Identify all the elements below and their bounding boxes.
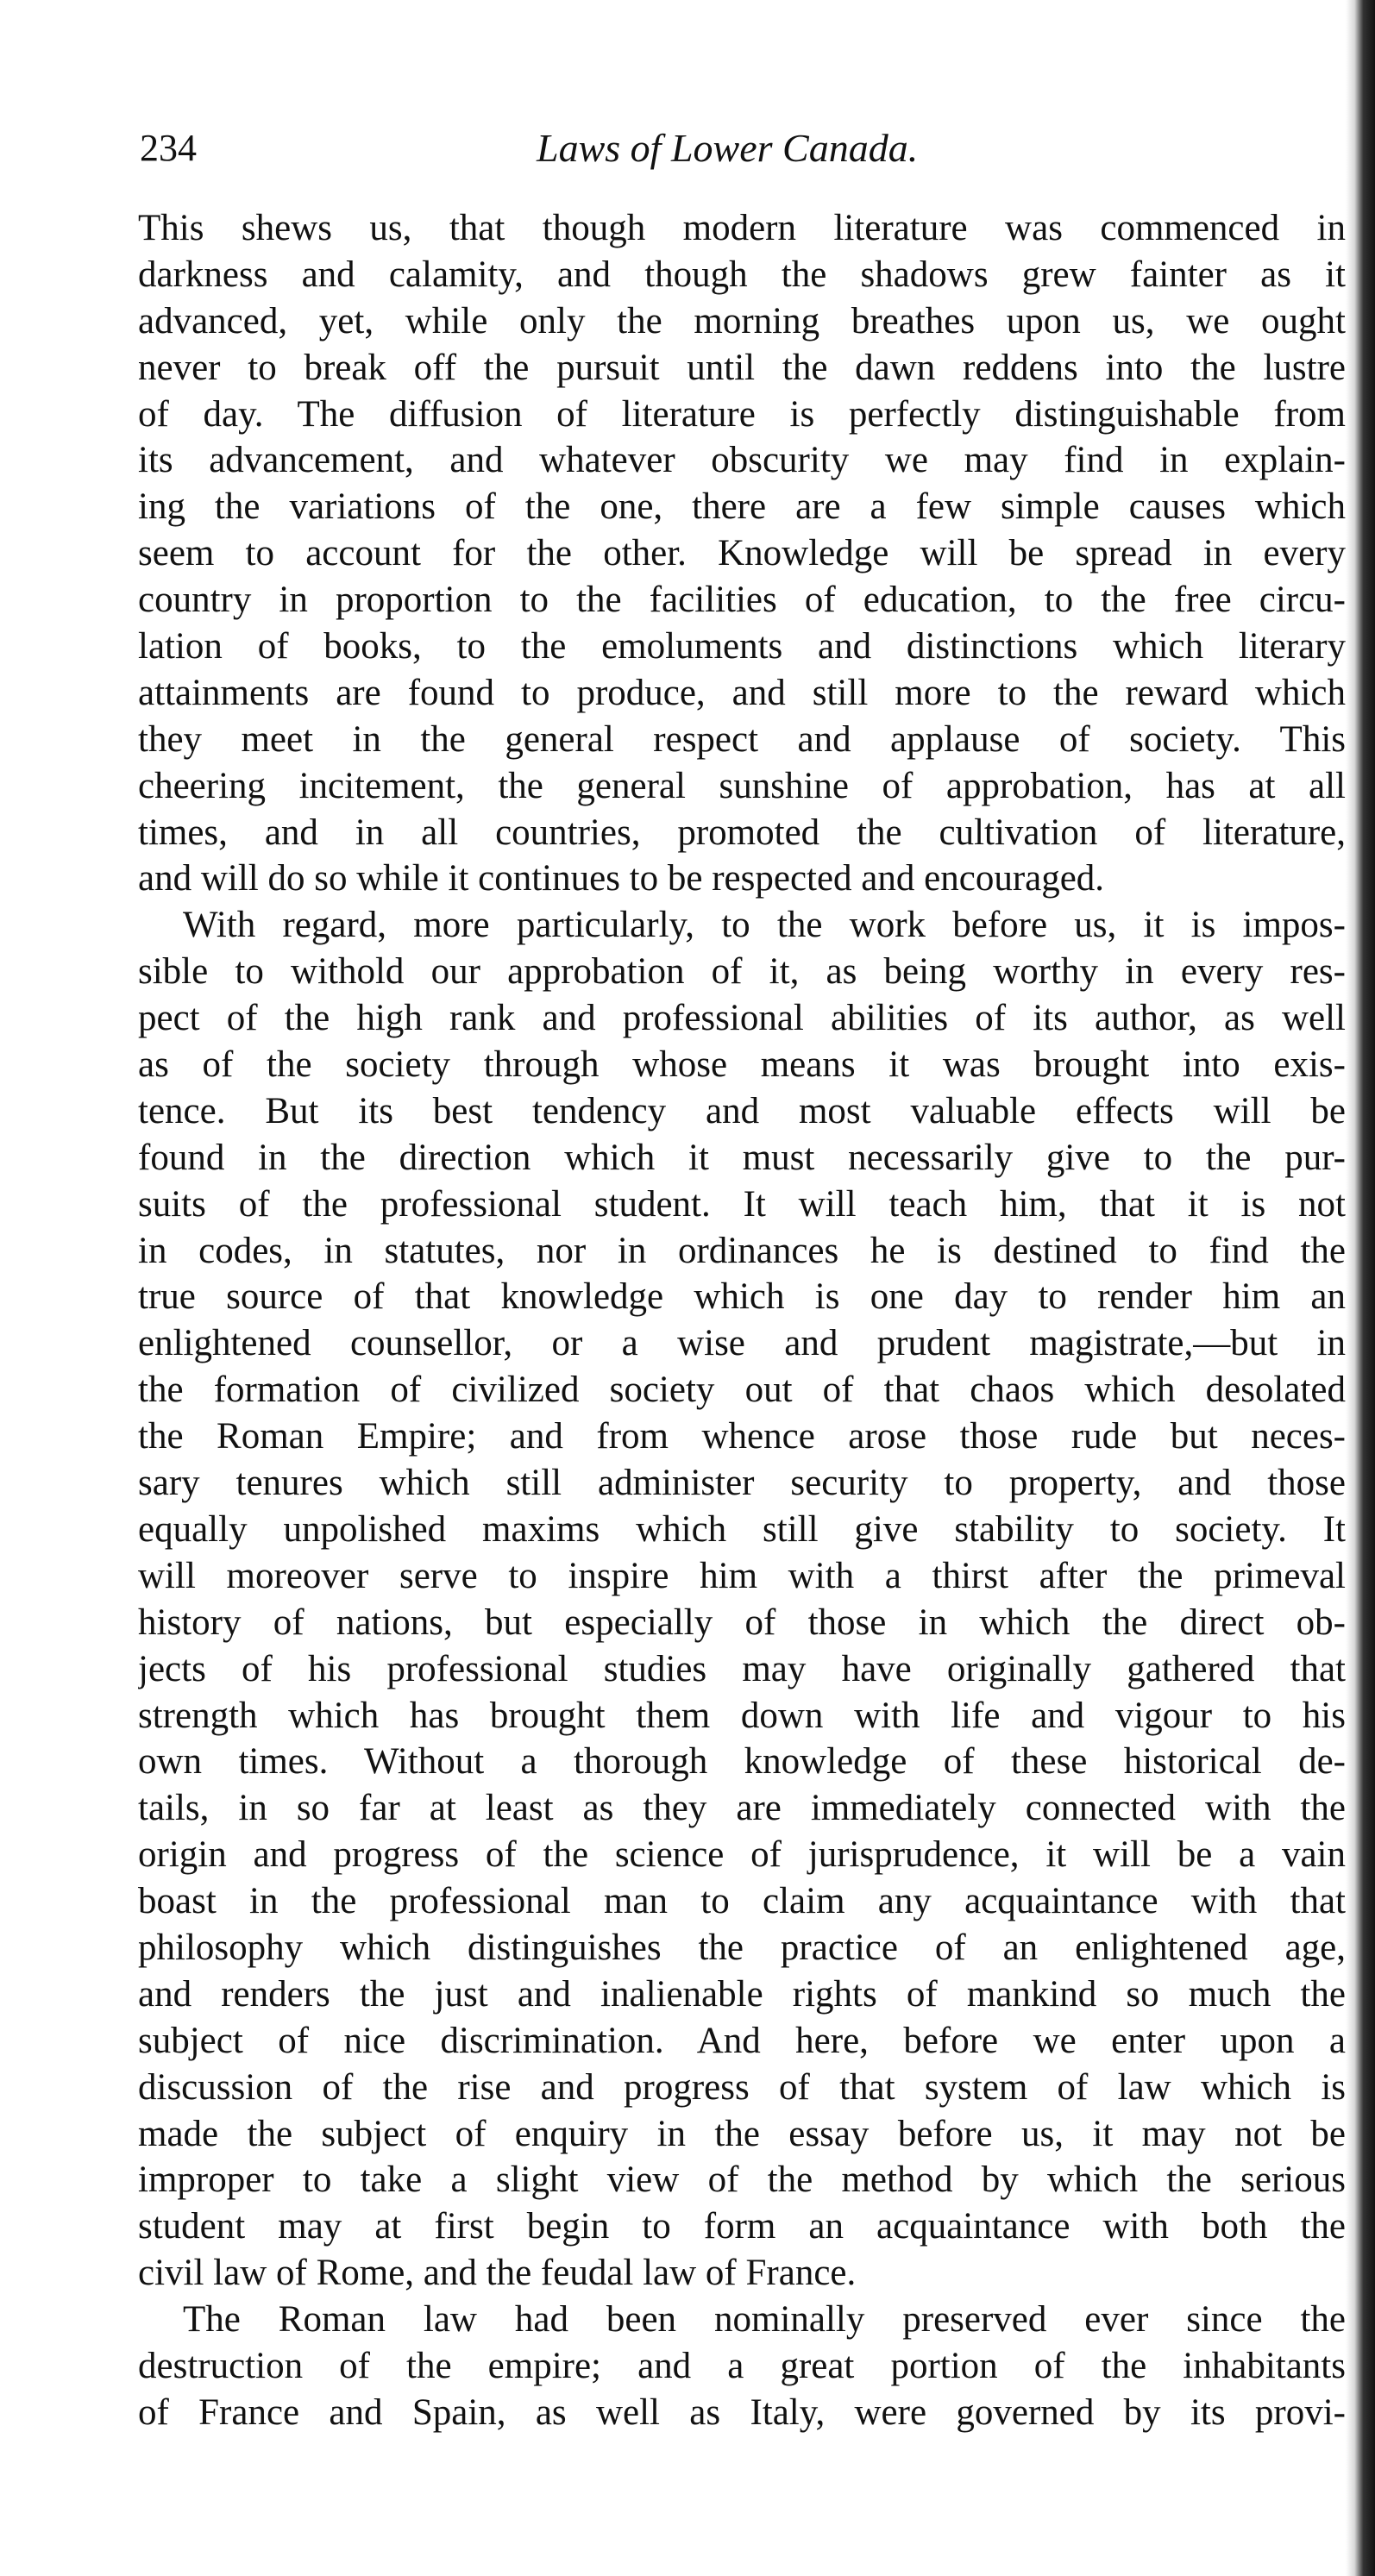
text-line: made the subject of enquiry in the essay before us, it may not be <box>138 2113 1346 2154</box>
text-line: student may at first begin to form an acquaintance with both the <box>138 2206 1346 2247</box>
text-line: country in proportion to the facilities of education, to the free circu- <box>138 580 1346 621</box>
text-line: attainments are found to produce, and still more to the reward which <box>138 672 1346 713</box>
page-header <box>140 122 1330 174</box>
text-line: sible to withold our approbation of it, as being worthy in every res- <box>138 951 1346 993</box>
text-line: darkness and calamity, and though the shadows grew fainter as it <box>138 254 1346 295</box>
text-line: pect of the high rank and professional abilities of its author, as well <box>138 998 1346 1039</box>
text-line: improper to take a slight view of the method by which the serious <box>138 2159 1346 2201</box>
text-line: civil law of Rome, and the feudal law of France. <box>138 2253 857 2294</box>
text-line: and will do so while it continues to be respected and encouraged. <box>138 858 1105 899</box>
text-line: sary tenures which still administer security to property, and those <box>138 1463 1346 1504</box>
text-line: origin and progress of the science of jurisprudence, it will be a vain <box>138 1834 1346 1876</box>
page-gutter-shadow <box>1346 0 1375 2576</box>
text-line: This shews us, that though modern literature was commenced in <box>138 208 1346 248</box>
text-line: ing the variations of the one, there are a few simple causes which <box>138 486 1346 528</box>
text-line: suits of the professional student. It will teach him, that it is not <box>138 1183 1346 1225</box>
text-line: and renders the just and inalienable rights of mankind so much the <box>138 1973 1346 2015</box>
page-number: 234 <box>140 127 197 169</box>
text-line: found in the direction which it must necessarily give to the pur- <box>138 1137 1346 1178</box>
text-line: equally unpolished maxims which still give stability to society. It <box>138 1508 1346 1550</box>
text-line: tence. But its best tendency and most valuable effects will be <box>138 1090 1346 1131</box>
text-line: will moreover serve to inspire him with a thirst after the primeval <box>138 1555 1346 1596</box>
text-line: times, and in all countries, promoted the cultivation of literature, <box>138 812 1346 853</box>
text-line: cheering incitement, the general sunshine of approbation, has at all <box>138 765 1346 806</box>
text-line: boast in the professional man to claim any acquaintance with that <box>138 1881 1346 1922</box>
text-line: lation of books, to the emoluments and distinctions which literary <box>138 626 1346 668</box>
text-line: the Roman Empire; and from whence arose those rude but neces- <box>138 1416 1346 1457</box>
text-line: tails, in so far at least as they are immediately connected with the <box>138 1788 1346 1829</box>
text-line: of day. The diffusion of literature is perfectly distinguishable from <box>138 393 1346 435</box>
text-line: seem to account for the other. Knowledge will be spread in every <box>138 533 1346 574</box>
text-line: jects of his professional studies may have originally gathered that <box>138 1648 1346 1689</box>
paragraph-start-line: With regard, more particularly, to the work before us, it is impos- <box>183 905 1346 946</box>
text-line: advanced, yet, while only the morning breathes upon us, we ought <box>138 300 1346 342</box>
text-line: enlightened counsellor, or a wise and prudent magistrate,—but in <box>138 1323 1346 1364</box>
text-line: own times. Without a thorough knowledge of these historical de- <box>138 1741 1346 1783</box>
text-line: as of the society through whose means it was brought into exis- <box>138 1044 1346 1086</box>
text-line: history of nations, but especially of those in which the direct ob- <box>138 1601 1346 1643</box>
text-line: strength which has brought them down with life and vigour to his <box>138 1695 1346 1736</box>
body-text <box>138 205 1346 2436</box>
text-line: its advancement, and whatever obscurity we may find in explain- <box>138 440 1346 481</box>
text-line: the formation of civilized society out of that chaos which desolated <box>138 1369 1346 1411</box>
text-line: subject of nice discrimination. And here, before we enter upon a <box>138 2020 1346 2061</box>
running-title: Laws of Lower Canada. <box>537 126 919 170</box>
text-line: destruction of the empire; and a great portion of the inhabitants <box>138 2345 1346 2386</box>
text-line: in codes, in statutes, nor in ordinances he is destined to find the <box>138 1230 1346 1271</box>
text-line: of France and Spain, as well as Italy, were governed by its provi- <box>138 2391 1346 2433</box>
text-line: never to break off the pursuit until the dawn reddens into the lustre <box>138 347 1346 388</box>
text-line: true source of that knowledge which is one day to render him an <box>138 1276 1346 1318</box>
paragraph-start-line: The Roman law had been nominally preserved ever since the <box>183 2299 1346 2341</box>
text-line: they meet in the general respect and applause of society. This <box>138 718 1346 760</box>
text-line: philosophy which distinguishes the practice of an enlightened age, <box>138 1927 1346 1968</box>
text-line: discussion of the rise and progress of that system of law which is <box>138 2066 1346 2108</box>
